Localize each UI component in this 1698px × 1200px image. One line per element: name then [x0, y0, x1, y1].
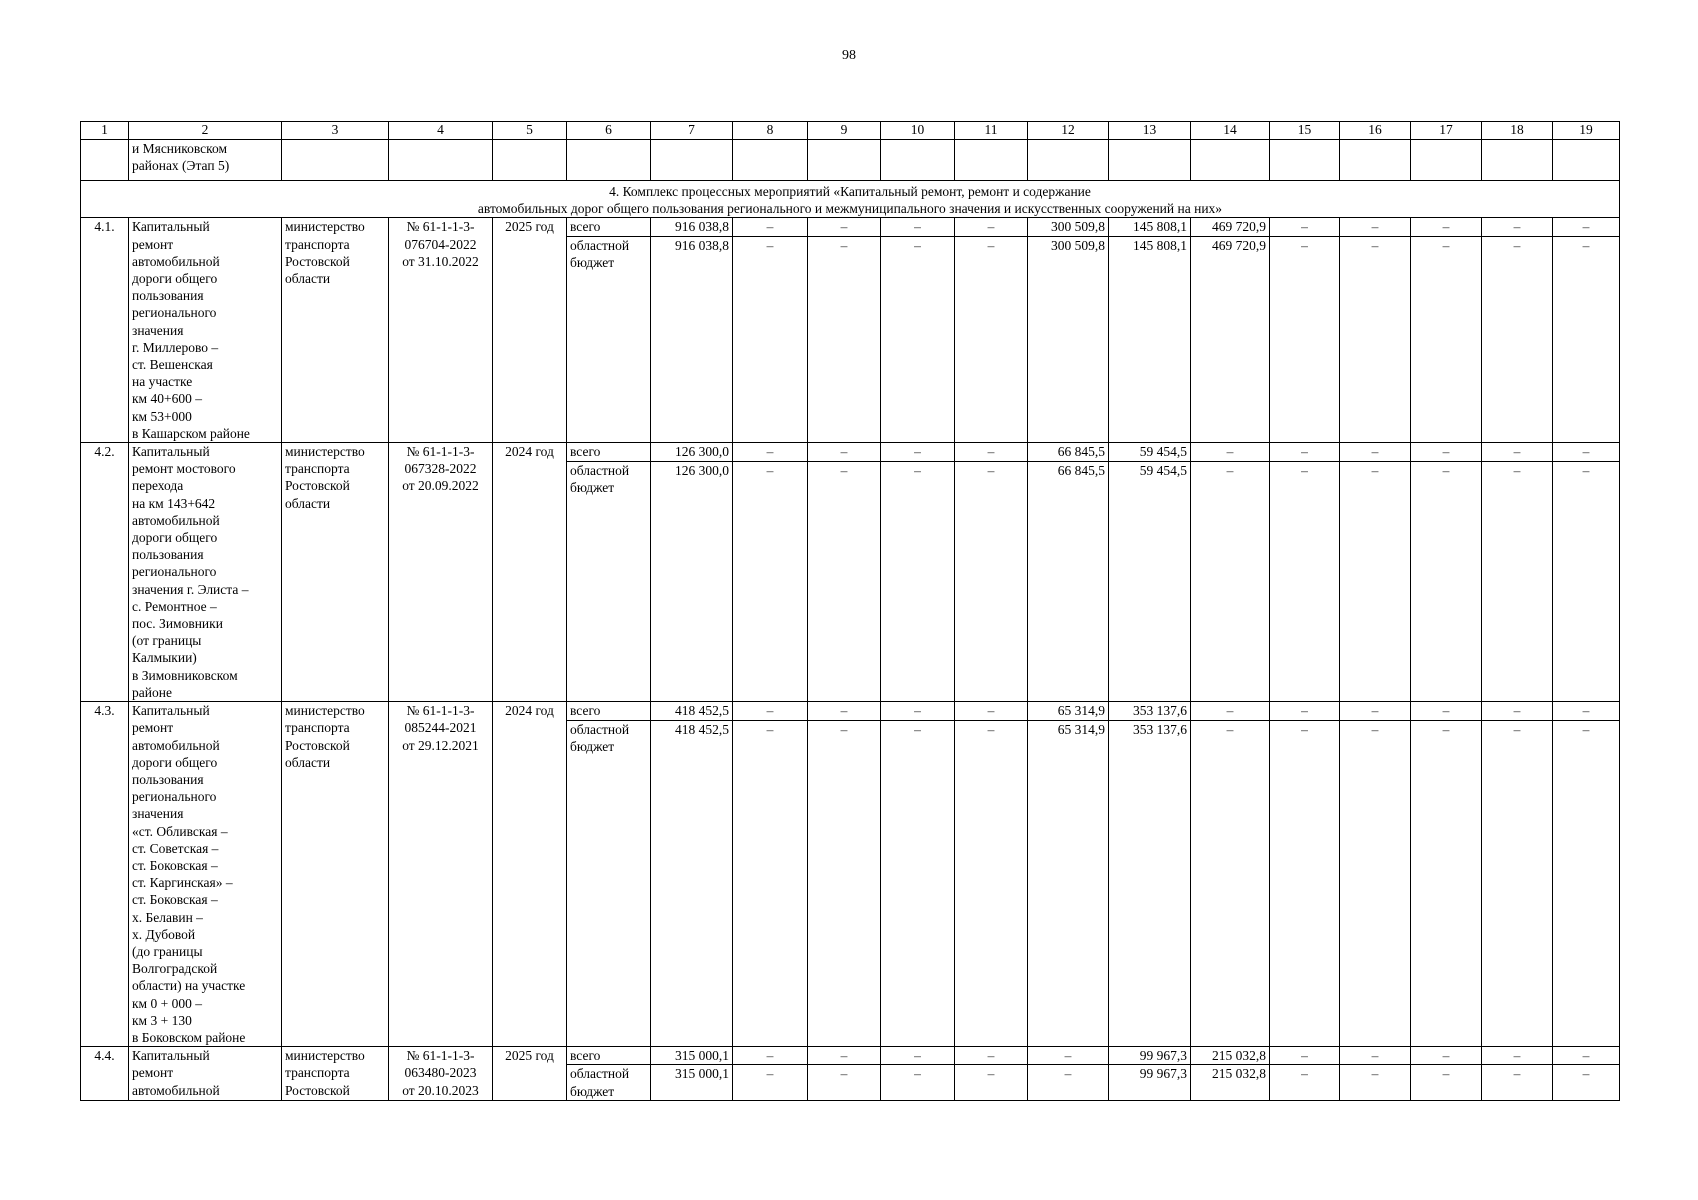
amount-cell: –: [1411, 237, 1482, 443]
document-number: № 61-1-1-3- 085244-2021 от 29.12.2021: [389, 702, 493, 1047]
amount-cell: –: [955, 1065, 1028, 1100]
empty-cell: [493, 140, 567, 181]
amount-cell: –: [1270, 218, 1340, 237]
amount-cell: –: [733, 237, 808, 443]
document-number: № 61-1-1-3- 076704-2022 от 31.10.2022: [389, 218, 493, 443]
amount-cell: –: [1191, 443, 1270, 462]
continuation-row: [81, 140, 1620, 181]
amount-cell: 300 509,8: [1028, 218, 1109, 237]
amount-cell: –: [1482, 461, 1553, 701]
source-budget: областной бюджет: [567, 1065, 651, 1100]
empty-cell: [81, 140, 129, 181]
amount-cell: –: [1191, 720, 1270, 1046]
amount-cell: –: [1340, 720, 1411, 1046]
executor: министерство транспорта Ростовской: [282, 1047, 389, 1101]
empty-cell: [1270, 140, 1340, 181]
amount-cell: 418 452,5: [651, 720, 733, 1046]
amount-cell: –: [1270, 237, 1340, 443]
amount-cell: –: [1411, 702, 1482, 721]
empty-cell: [955, 140, 1028, 181]
column-header: 18: [1482, 122, 1553, 140]
column-header: 2: [129, 122, 282, 140]
amount-cell: –: [1340, 218, 1411, 237]
column-header: 3: [282, 122, 389, 140]
amount-cell: –: [733, 720, 808, 1046]
amount-cell: –: [1482, 218, 1553, 237]
amount-cell: –: [881, 702, 955, 721]
amount-cell: –: [1553, 218, 1620, 237]
amount-cell: 315 000,1: [651, 1065, 733, 1100]
budget-table: [80, 121, 1620, 1101]
amount-cell: –: [1482, 237, 1553, 443]
measure-name: Капитальный ремонт автомобильной: [129, 1047, 282, 1101]
amount-cell: 215 032,8: [1191, 1065, 1270, 1100]
amount-cell: 315 000,1: [651, 1047, 733, 1065]
amount-cell: 59 454,5: [1109, 443, 1191, 462]
document-number: № 61-1-1-3- 067328-2022 от 20.09.2022: [389, 443, 493, 702]
amount-cell: –: [733, 702, 808, 721]
executor: министерство транспорта Ростовской области: [282, 218, 389, 443]
column-number-row: [81, 122, 1620, 140]
source-total: всего: [567, 443, 651, 462]
amount-cell: –: [955, 443, 1028, 462]
amount-cell: –: [955, 702, 1028, 721]
amount-cell: –: [1191, 702, 1270, 721]
amount-cell: 66 845,5: [1028, 461, 1109, 701]
column-header: 8: [733, 122, 808, 140]
amount-cell: –: [1270, 461, 1340, 701]
amount-cell: –: [1270, 702, 1340, 721]
year: 2024 год: [493, 443, 567, 702]
source-total: всего: [567, 218, 651, 237]
amount-cell: –: [1553, 443, 1620, 462]
amount-cell: –: [733, 1065, 808, 1100]
amount-cell: –: [1028, 1047, 1109, 1065]
empty-cell: [567, 140, 651, 181]
row-number: 4.4.: [81, 1047, 129, 1101]
amount-cell: –: [1482, 1047, 1553, 1065]
row-number: 4.2.: [81, 443, 129, 702]
row-number: 4.3.: [81, 702, 129, 1047]
amount-cell: 353 137,6: [1109, 702, 1191, 721]
empty-cell: [1191, 140, 1270, 181]
amount-cell: –: [955, 461, 1028, 701]
amount-cell: –: [1553, 237, 1620, 443]
column-header: 13: [1109, 122, 1191, 140]
column-header: 17: [1411, 122, 1482, 140]
amount-cell: –: [1340, 443, 1411, 462]
year: 2024 год: [493, 702, 567, 1047]
amount-cell: –: [1411, 461, 1482, 701]
amount-cell: –: [733, 443, 808, 462]
column-header: 6: [567, 122, 651, 140]
column-header: 16: [1340, 122, 1411, 140]
source-budget: областной бюджет: [567, 237, 651, 443]
amount-cell: –: [1411, 1065, 1482, 1100]
amount-cell: –: [1553, 461, 1620, 701]
amount-cell: –: [1482, 1065, 1553, 1100]
amount-cell: –: [1482, 443, 1553, 462]
measure-name: Капитальный ремонт автомобильной дороги общего пользования регионального значения г. Миллерово – ст. Вешенская на участке км 40+600 – км 53+000 в Кашарском районе: [129, 218, 282, 443]
amount-cell: 145 808,1: [1109, 218, 1191, 237]
empty-cell: [1028, 140, 1109, 181]
amount-cell: –: [881, 443, 955, 462]
amount-cell: –: [808, 1065, 881, 1100]
amount-cell: –: [1270, 1047, 1340, 1065]
source-total: всего: [567, 702, 651, 721]
amount-cell: –: [955, 720, 1028, 1046]
table-row: [81, 1047, 1620, 1065]
source-total: всего: [567, 1047, 651, 1065]
amount-cell: –: [1340, 702, 1411, 721]
amount-cell: –: [955, 1047, 1028, 1065]
source-budget: областной бюджет: [567, 461, 651, 701]
amount-cell: –: [1270, 720, 1340, 1046]
amount-cell: –: [881, 1047, 955, 1065]
amount-cell: –: [1340, 1065, 1411, 1100]
amount-cell: –: [1340, 237, 1411, 443]
amount-cell: –: [733, 1047, 808, 1065]
amount-cell: 126 300,0: [651, 443, 733, 462]
amount-cell: 66 845,5: [1028, 443, 1109, 462]
year: 2025 год: [493, 1047, 567, 1101]
page-number: 98: [842, 48, 856, 63]
amount-cell: 300 509,8: [1028, 237, 1109, 443]
measure-name: Капитальный ремонт мостового перехода на км 143+642 автомобильной дороги общего пользования регионального значения г. Элиста – с. Ремонтное – пос. Зимовники (от границы Калмыкии) в Зимовниковском районе: [129, 443, 282, 702]
column-header: 7: [651, 122, 733, 140]
executor: министерство транспорта Ростовской области: [282, 443, 389, 702]
row-number: 4.1.: [81, 218, 129, 443]
column-header: 19: [1553, 122, 1620, 140]
table-row: [81, 702, 1620, 721]
amount-cell: –: [1411, 443, 1482, 462]
amount-cell: –: [1270, 1065, 1340, 1100]
amount-cell: 916 038,8: [651, 237, 733, 443]
table-row: [81, 218, 1620, 237]
amount-cell: –: [808, 443, 881, 462]
section-title: 4. Комплекс процессных мероприятий «Капитальный ремонт, ремонт и содержание автомобильных дорог общего пользования регионального и межмуниципального значения и искусственных сооружений на них»: [81, 181, 1620, 218]
amount-cell: –: [1411, 720, 1482, 1046]
amount-cell: –: [1553, 1065, 1620, 1100]
amount-cell: –: [1553, 702, 1620, 721]
amount-cell: –: [733, 461, 808, 701]
amount-cell: 126 300,0: [651, 461, 733, 701]
amount-cell: –: [881, 1065, 955, 1100]
continuation-name: и Мясниковском районах (Этап 5): [129, 140, 282, 181]
amount-cell: –: [733, 218, 808, 237]
amount-cell: –: [1270, 443, 1340, 462]
empty-cell: [389, 140, 493, 181]
empty-cell: [881, 140, 955, 181]
amount-cell: 65 314,9: [1028, 720, 1109, 1046]
column-header: 12: [1028, 122, 1109, 140]
amount-cell: –: [1191, 461, 1270, 701]
amount-cell: –: [881, 461, 955, 701]
amount-cell: 99 967,3: [1109, 1047, 1191, 1065]
amount-cell: –: [881, 237, 955, 443]
empty-cell: [1482, 140, 1553, 181]
amount-cell: –: [1411, 1047, 1482, 1065]
amount-cell: –: [1340, 461, 1411, 701]
measure-name: Капитальный ремонт автомобильной дороги общего пользования регионального значения «ст. Обливская – ст. Советская – ст. Боковская – ст. Каргинская» – ст. Боковская – х. Белавин – х. Дубовой (до границы Волгоградской области) на участке км 0 + 000 – км 3 + 130 в Боковском районе: [129, 702, 282, 1047]
amount-cell: –: [1411, 218, 1482, 237]
amount-cell: –: [955, 218, 1028, 237]
column-header: 15: [1270, 122, 1340, 140]
column-header: 9: [808, 122, 881, 140]
amount-cell: 65 314,9: [1028, 702, 1109, 721]
amount-cell: 469 720,9: [1191, 218, 1270, 237]
amount-cell: 59 454,5: [1109, 461, 1191, 701]
amount-cell: –: [808, 461, 881, 701]
column-header: 10: [881, 122, 955, 140]
amount-cell: 145 808,1: [1109, 237, 1191, 443]
amount-cell: –: [1482, 720, 1553, 1046]
amount-cell: –: [808, 237, 881, 443]
empty-cell: [808, 140, 881, 181]
empty-cell: [282, 140, 389, 181]
column-header: 11: [955, 122, 1028, 140]
empty-cell: [1553, 140, 1620, 181]
amount-cell: –: [881, 218, 955, 237]
amount-cell: –: [1482, 702, 1553, 721]
amount-cell: –: [808, 1047, 881, 1065]
section-row: [81, 181, 1620, 218]
empty-cell: [733, 140, 808, 181]
column-header: 14: [1191, 122, 1270, 140]
amount-cell: –: [955, 237, 1028, 443]
table-row: [81, 443, 1620, 462]
amount-cell: –: [1028, 1065, 1109, 1100]
column-header: 5: [493, 122, 567, 140]
amount-cell: –: [1340, 1047, 1411, 1065]
amount-cell: 215 032,8: [1191, 1047, 1270, 1065]
amount-cell: –: [808, 702, 881, 721]
amount-cell: 99 967,3: [1109, 1065, 1191, 1100]
source-budget: областной бюджет: [567, 720, 651, 1046]
year: 2025 год: [493, 218, 567, 443]
amount-cell: –: [1553, 720, 1620, 1046]
amount-cell: –: [881, 720, 955, 1046]
empty-cell: [1411, 140, 1482, 181]
amount-cell: –: [1553, 1047, 1620, 1065]
amount-cell: –: [808, 720, 881, 1046]
amount-cell: 353 137,6: [1109, 720, 1191, 1046]
document-number: № 61-1-1-3- 063480-2023 от 20.10.2023: [389, 1047, 493, 1101]
executor: министерство транспорта Ростовской области: [282, 702, 389, 1047]
empty-cell: [1340, 140, 1411, 181]
empty-cell: [1109, 140, 1191, 181]
amount-cell: 916 038,8: [651, 218, 733, 237]
column-header: 4: [389, 122, 493, 140]
amount-cell: 469 720,9: [1191, 237, 1270, 443]
empty-cell: [651, 140, 733, 181]
amount-cell: 418 452,5: [651, 702, 733, 721]
column-header: 1: [81, 122, 129, 140]
amount-cell: –: [808, 218, 881, 237]
